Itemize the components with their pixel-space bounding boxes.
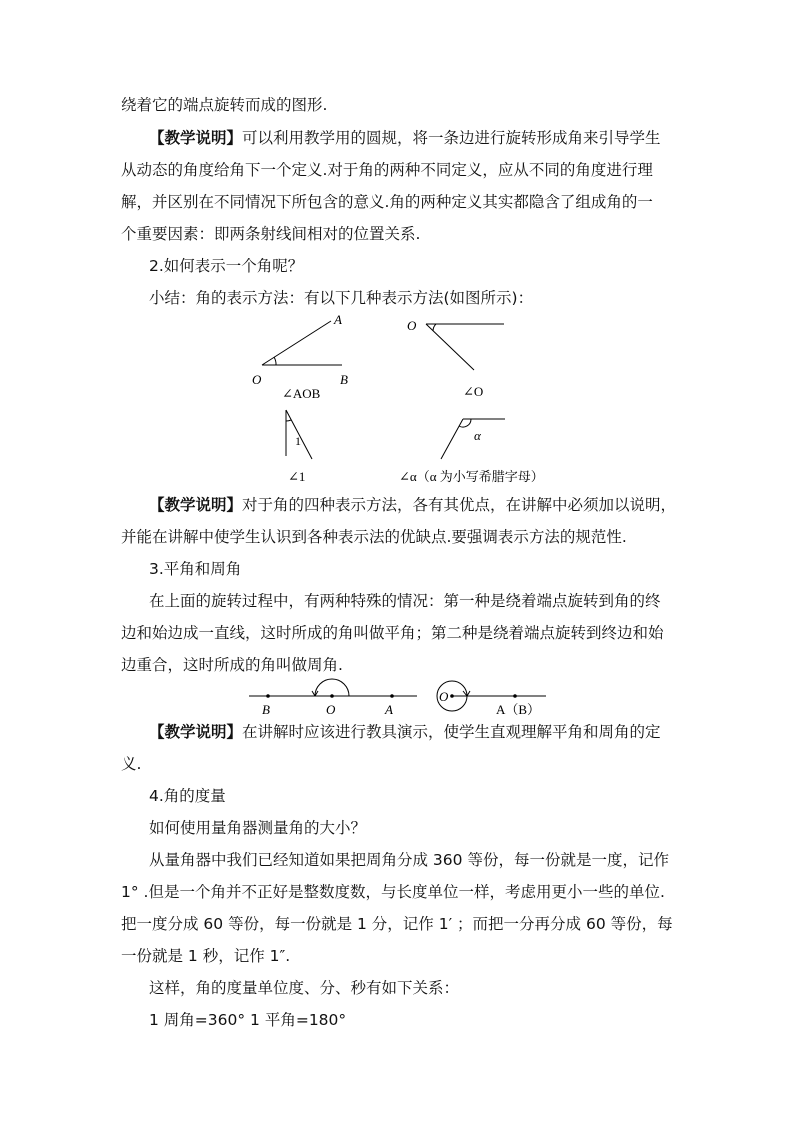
label-o: O bbox=[439, 689, 449, 704]
label-a-b: A（B） bbox=[496, 702, 541, 717]
note-text: 可以利用教学用的圆规，将一条边进行旋转形成角来引导学生 bbox=[242, 129, 661, 147]
figure-angle-1 bbox=[278, 404, 348, 486]
text-line: 如何使用量角器测量角的大小？ bbox=[149, 819, 367, 837]
section-heading: 2.如何表示一个角呢？ bbox=[149, 257, 304, 275]
note-label: 【教学说明】 bbox=[149, 496, 243, 514]
text-line: 1 周角=360° 1 平角=180° bbox=[149, 1011, 347, 1029]
label-b: B bbox=[262, 702, 270, 717]
label-o: O bbox=[326, 702, 336, 717]
teaching-note-3 bbox=[149, 722, 661, 742]
teaching-note-1 bbox=[149, 128, 661, 148]
label-a: A bbox=[385, 702, 393, 717]
teaching-note-2 bbox=[149, 495, 676, 515]
label-a: A bbox=[334, 312, 342, 327]
figure-angle-o bbox=[400, 312, 530, 404]
note-text: 对于角的四种表示方法，各有其优点，在讲解中必须加以说明， bbox=[242, 496, 677, 514]
text-line: 并能在讲解中使学生认识到各种表示法的优缺点.要强调表示方法的规范性. bbox=[121, 528, 627, 546]
label-o: O bbox=[252, 372, 262, 387]
text-line: 这样，角的度量单位度、分、秒有如下关系： bbox=[149, 979, 460, 997]
text-line: 把一度分成 60 等份，每一份就是 1 分，记作 1′ ；而把一分再分成 60 等份，每 bbox=[121, 915, 673, 933]
caption-aob: ∠AOB bbox=[282, 386, 321, 401]
note-text: 在讲解时应该进行教具演示，使学生直观理解平角和周角的定 bbox=[242, 723, 661, 741]
label-b: B bbox=[340, 372, 348, 387]
figure-full-angle bbox=[430, 674, 555, 720]
note-label: 【教学说明】 bbox=[149, 723, 243, 741]
label-1: 1 bbox=[295, 434, 301, 448]
text-line: 绕着它的端点旋转而成的图形. bbox=[121, 96, 328, 114]
label-o: O bbox=[407, 318, 417, 333]
text-line: 边和始边成一直线，这时所成的角叫做平角；第二种是绕着端点旋转到终边和始 bbox=[121, 624, 664, 642]
text-line: 解，并区别在不同情况下所包含的意义.角的两种定义其实都隐含了组成角的一 bbox=[121, 193, 653, 211]
text-line: 义. bbox=[121, 755, 142, 773]
figure-angle-alpha bbox=[395, 404, 575, 486]
summary-line: 小结：角的表示方法：有以下几种表示方法(如图所示)： bbox=[149, 289, 534, 307]
figure-straight-angle bbox=[240, 674, 425, 720]
section-heading: 4.角的度量 bbox=[149, 787, 226, 805]
text-line: 个重要因素：即两条射线间相对的位置关系. bbox=[121, 225, 421, 243]
text-line: 一份就是 1 秒，记作 1″. bbox=[121, 947, 291, 965]
label-alpha: α bbox=[474, 428, 481, 443]
text-line: 1° .但是一个角并不正好是整数度数，与长度单位一样，考虑用更小一些的单位. bbox=[121, 883, 665, 901]
caption-alpha: ∠α（α 为小写希腊字母） bbox=[399, 469, 544, 484]
text-line: 从动态的角度给角下一个定义.对于角的两种不同定义，应从不同的角度进行理 bbox=[121, 161, 653, 179]
text-line: 边重合，这时所成的角叫做周角. bbox=[121, 656, 343, 674]
section-heading: 3.平角和周角 bbox=[149, 560, 242, 578]
caption-o: ∠O bbox=[463, 384, 484, 399]
figure-angle-aob bbox=[245, 310, 375, 402]
note-label: 【教学说明】 bbox=[149, 129, 243, 147]
text-line: 在上面的旋转过程中，有两种特殊的情况：第一种是绕着端点旋转到角的终 bbox=[149, 592, 661, 610]
caption-1: ∠1 bbox=[288, 469, 306, 484]
text-line: 从量角器中我们已经知道如果把周角分成 360 等份，每一份就是一度，记作 bbox=[149, 851, 669, 869]
